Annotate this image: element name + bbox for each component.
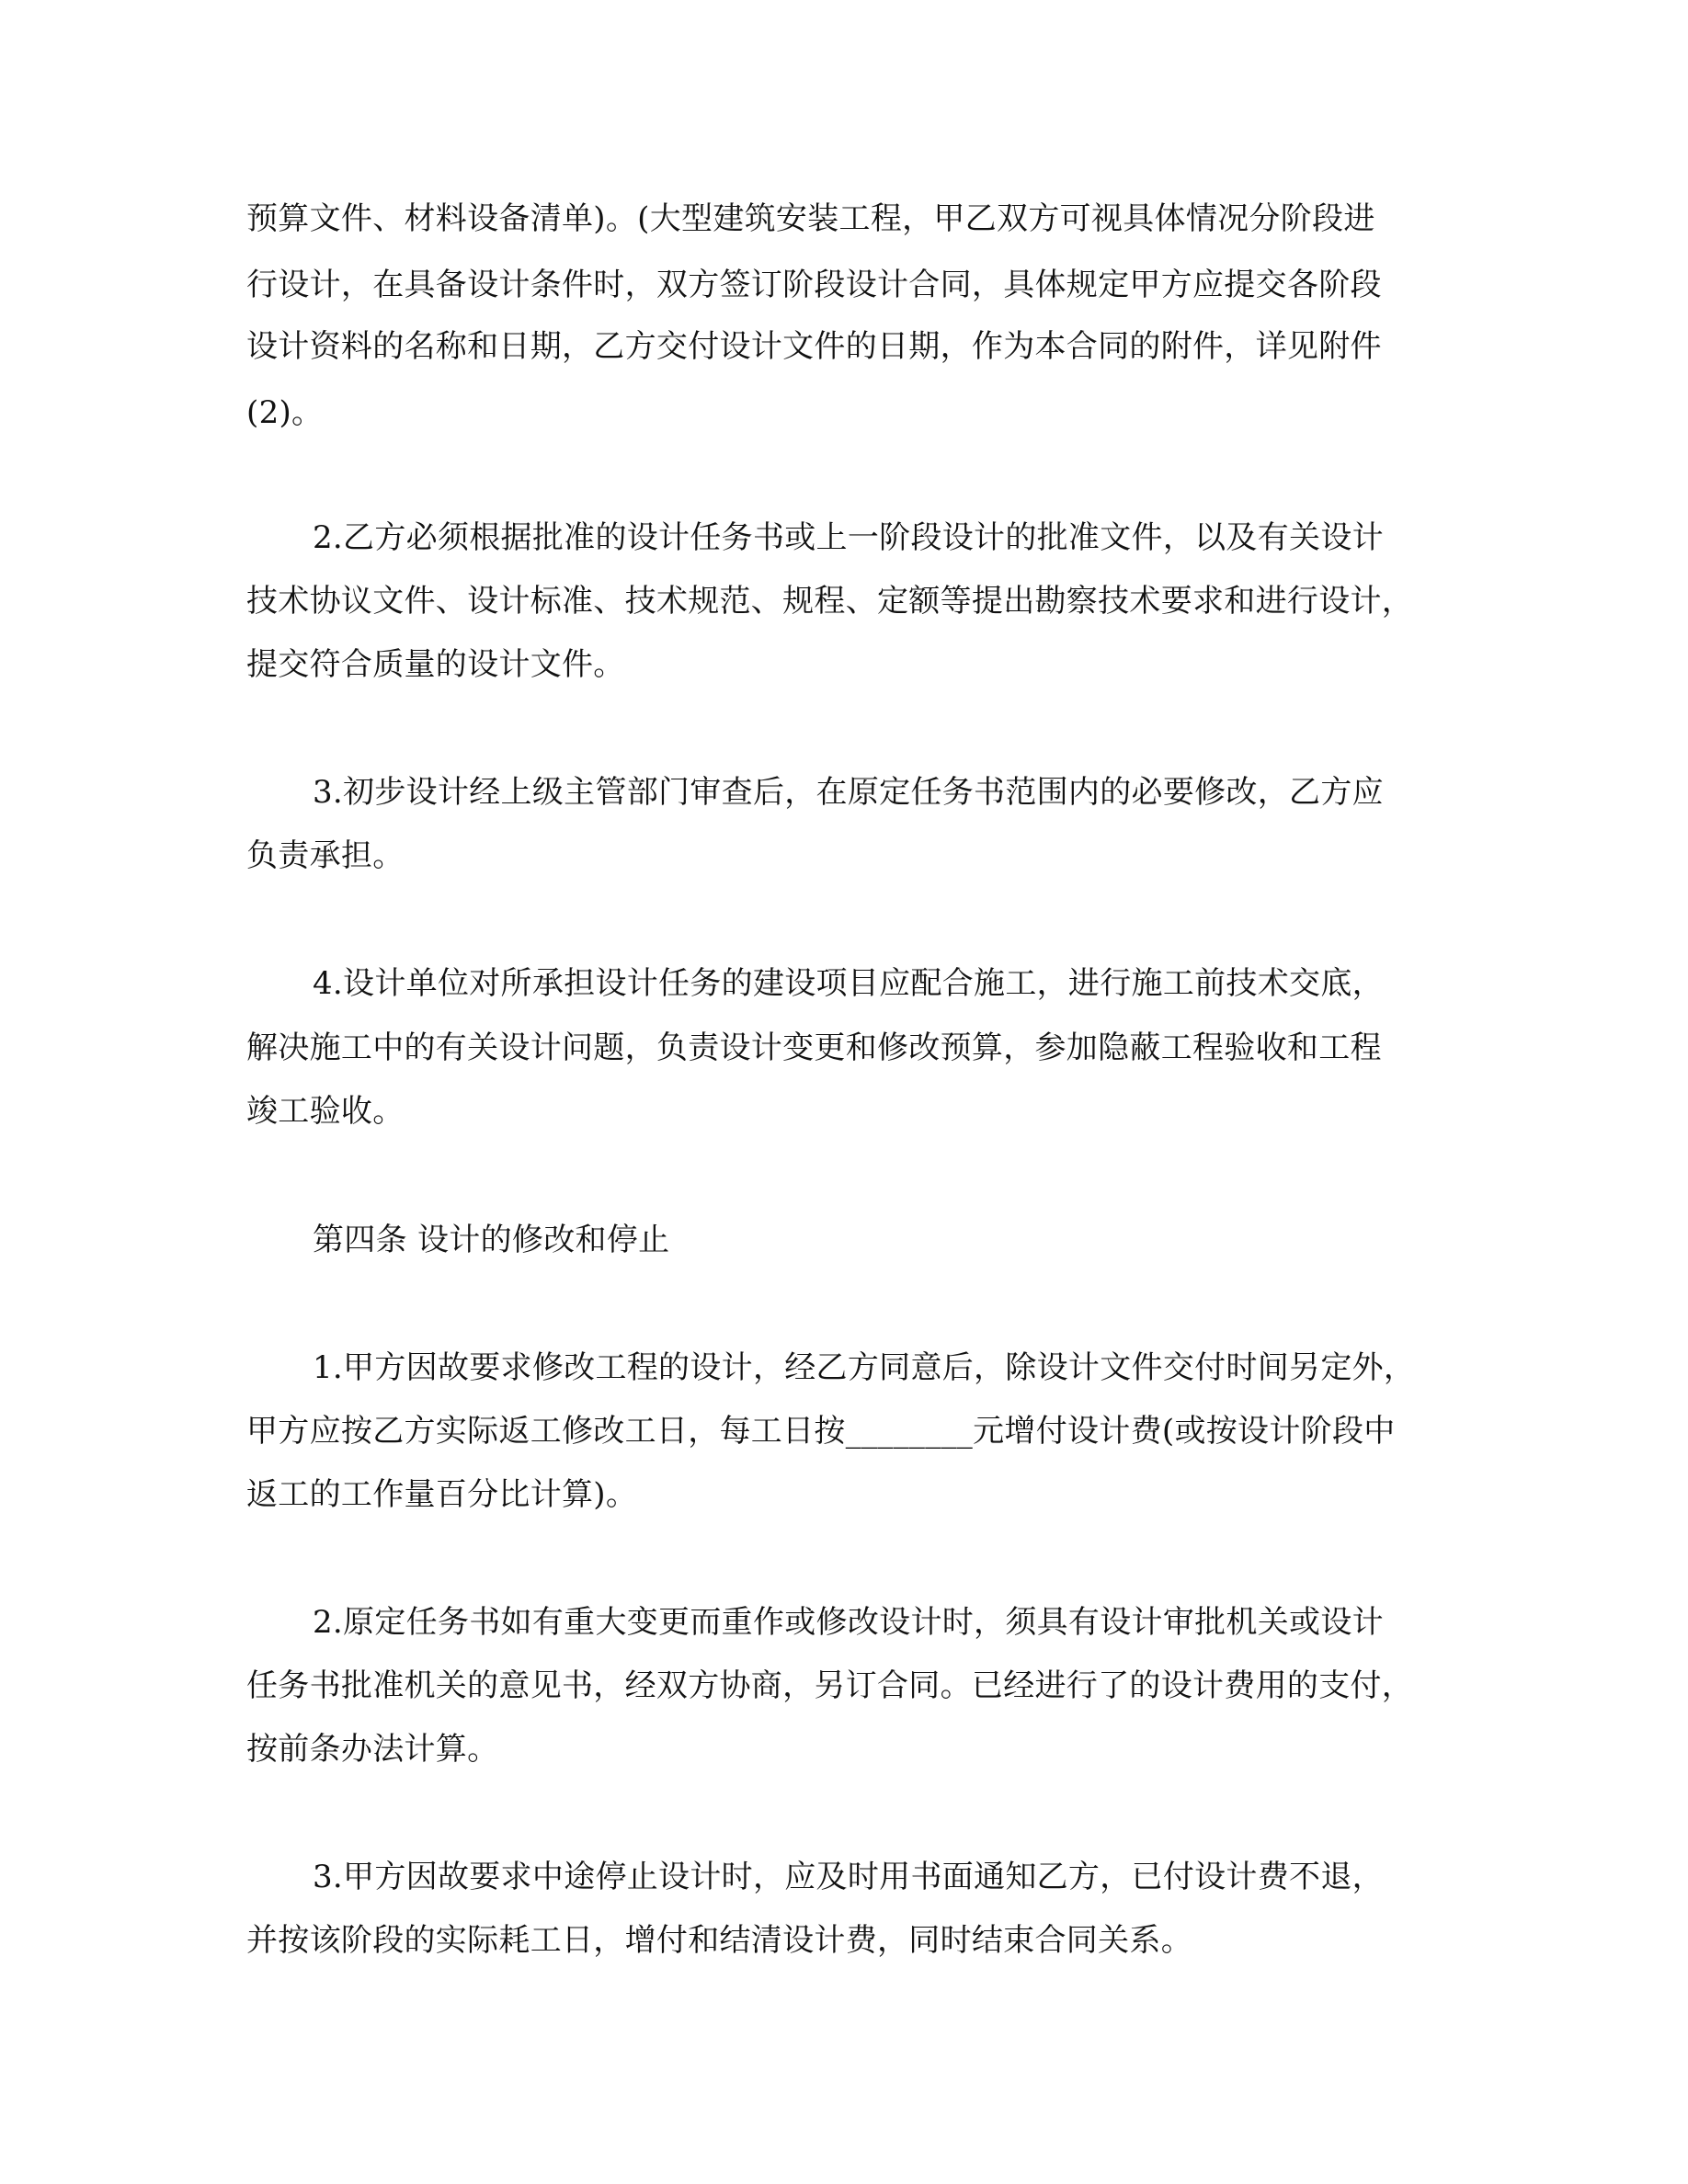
text-line: 3.甲方因故要求中途停止设计时，应及时用书面通知乙方，已付设计费不退，	[313, 1859, 1384, 1895]
text-line: 2.原定任务书如有重大变更而重作或修改设计时，须具有设计审批机关或设计	[313, 1604, 1384, 1641]
text-line: 并按该阶段的实际耗工日，增付和结清设计费，同时结束合同关系。	[246, 1922, 1192, 1959]
text-line: 提交符合质量的设计文件。	[246, 646, 625, 683]
text-line: (2)。	[246, 394, 324, 431]
text-line: 任务书批准机关的意见书，经双方协商，另订合同。已经进行了的设计费用的支付，	[246, 1667, 1414, 1704]
text-line: 返工的工作量百分比计算)。	[246, 1476, 638, 1513]
text-line: 3.初步设计经上级主管部门审查后，在原定任务书范围内的必要修改，乙方应	[313, 774, 1384, 811]
text-line: 按前条办法计算。	[246, 1731, 499, 1768]
text-line: 负责承担。	[246, 837, 405, 874]
text-line: 甲方应按乙方实际返工修改工日，每工日按________元增付设计费(或按设计阶段中	[246, 1413, 1396, 1450]
text-line: 竣工验收。	[246, 1093, 405, 1130]
text-line: 1.甲方因故要求修改工程的设计，经乙方同意后，除设计文件交付时间另定外，	[313, 1349, 1416, 1386]
text-line: 2.乙方必须根据批准的设计任务书或上一阶段设计的批准文件，以及有关设计	[313, 519, 1384, 556]
text-line: 行设计，在具备设计条件时，双方签订阶段设计合同，具体规定甲方应提交各阶段	[246, 267, 1382, 303]
text-line: 解决施工中的有关设计问题，负责设计变更和修改预算，参加隐蔽工程验收和工程	[246, 1029, 1382, 1066]
text-line: 技术协议文件、设计标准、技术规范、规程、定额等提出勘察技术要求和进行设计，	[246, 583, 1414, 620]
section-heading: 第四条 设计的修改和停止	[313, 1222, 670, 1258]
text-line: 设计资料的名称和日期，乙方交付设计文件的日期，作为本合同的附件，详见附件	[246, 328, 1382, 365]
text-line: 预算文件、材料设备清单)。(大型建筑安装工程，甲乙双方可视具体情况分阶段进	[246, 200, 1375, 237]
text-line: 4.设计单位对所承担设计任务的建设项目应配合施工，进行施工前技术交底，	[313, 965, 1384, 1002]
